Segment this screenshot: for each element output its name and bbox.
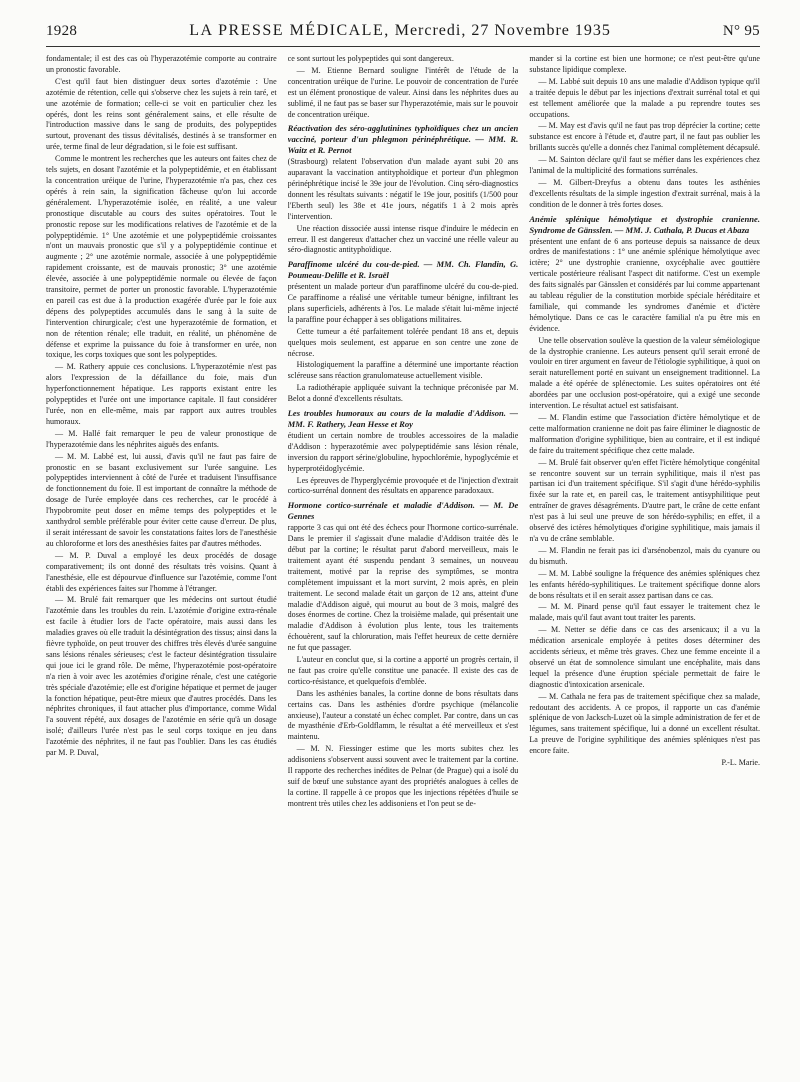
paragraph: — M. Netter se défie dans ce cas des arsenicaux; il a vu la médication arsenicale employée à petites doses déterminer des accidents sérieux, et même très graves. Chez une femme enceinte il a observé un état de somnolence simulant une encéphalite, mais dans lequel la présence d'une éruption spéciale permettait de faire le diagnostic d'intoxication arsenicale.: [529, 625, 760, 689]
author-signature: P.-L. Marie.: [721, 758, 760, 768]
paragraph: étudient un certain nombre de troubles accessoires de la maladie d'Addison : hyperazotémie avec polypeptidémie sans lésion rénale, inversion du rapport sérine/globuline, hypochlorémie, hypoglycémie et hyperprotéidoglycémie.: [287, 430, 519, 473]
paragraph: ce sont surtout les polypeptides qui sont dangereux.: [287, 54, 454, 63]
issue-number: N° 95: [722, 23, 760, 39]
paragraph: — M. Rathery appuie ces conclusions. L'hyperazotémie n'est pas alors l'expression de la défaillance du foie, mais d'un hyperfonctionnement hépatique. Les rapports existant entre les polypeptides et l'urée ont une importance capitale. Il faut considérer l'urée, non en elle-même, mais par rapport aux autres troubles humoraux.: [46, 362, 277, 426]
paragraph: — M. Etienne Bernard souligne l'intérêt de l'étude de la concentration uréique de l'urine. Le pouvoir de concentration de l'urée est un élément pronostique de valeur. Ainsi dans les néphrites dues au sublimé, il ne faut pas se baser sur l'hyperazotémie, mais sur le pouvoir de concentration uréique.: [287, 65, 519, 119]
paragraph: rapporte 3 cas qui ont été des échecs pour l'hormone cortico-surrénale. Dans le premier il s'agissait d'une maladie d'Addison traitée dès le début par la cortine; le résultat parut d'abord merveilleux, mais le traitement ayant été suspendu pendant 3 semaines, un nouveau traitement, motivé par la reprise des symptômes, se montra complètement impuissant et la mort survint, 2 mois après, en plein traitement. Le second malade était un garçon de 12 ans, atteint d'une maladie d'Addison aiguë, qui mourut au bout de 3 mois, malgré des doses énormes de cortine. Chez la troisième malade, qui présentait une maladie d'Addison à évolution plus lente, tous les traitements échouèrent, sauf la chloruration, mais l'effet heureux de cette dernière ne fut que passager.: [287, 523, 519, 653]
paragraph: mander si la cortine est bien une hormone; ce n'est peut-être qu'une substance lipidique complexe.: [529, 54, 760, 74]
paragraph: La radiothérapie appliquée suivant la technique préconisée par M. Belot a donné d'excellents résultats.: [287, 383, 519, 404]
paragraph: — M. Hallé fait remarquer le peu de valeur pronostique de l'hyperazotémie dans les néphrites aiguës des enfants.: [46, 428, 277, 449]
column-1: [46, 54, 277, 1064]
paragraph: Une telle observation soulève la question de la valeur séméiologique de la dystrophie cranienne. Les auteurs pensent qu'il serait erroné de vouloir en tirer argument en faveur de l'étiologie syphilitique, à quoi on serait naturellement porté en suivant un enseignement traditionnel. La malade a été opérée de splénectomie. Les suites opératoires ont été abordées par une occlusion post-opératoire, qui a exigé une seconde intervention. Le résultat actuel est satisfaisant.: [529, 335, 760, 411]
paragraph: Comme le montrent les recherches que les auteurs ont faites chez de tels sujets, en dosant l'azotémie et la polypeptidémie, et en établissant la concentration uréique de l'urine, l'hyperazotémie n'a pas, chez ces opérés à rein sain, la signification fâcheuse qu'on lui accorde généralement. L'hyperazotémie isolée, en réalité, a une valeur pronostique discutable au cours des suites opératoires. Tout le pronostic repose sur les modifications relatives de l'azotémie et de la polypeptidémie. 1° Une azotémie et une polypeptidémie croissantes n'ont un mauvais pronostic que s'il y a polypeptidémie continue et augmente ; 2° une azotémie normale, associée à une polypeptidémie rapidement croissante, est de mauvais pronostic; 3° une azotémie élevée, associée à une polypeptidémie normale ou élevée de façon transitoire, permet de porter un pronostic favorable. L'hyperazotémie en pareil cas est due à la production exagérée d'urée par le foie aux dépens des polypeptides accumulés dans le sang à la suite de l'intervention chirurgicale; c'est une hyperazotémie de formation, et non de rétention rénale; elle traduit, en réalité, un phénomène de défense et exprime la puissance du foie à transformer en urée, non toxique, les corps toxiques que sont les polypeptides.: [46, 154, 277, 360]
paragraph: présentent un malade porteur d'un paraffinome ulcéré du cou-de-pied. Ce paraffinome a réalisé une véritable tumeur bénigne, infiltrant les plans superficiels, adhérents à l'os. Le malade s'était lui-même injecté la paraffine pour échapper à ses obligations militaires.: [287, 282, 519, 324]
paragraph: — M. Labbé suit depuis 10 ans une maladie d'Addison typique qu'il a traitée depuis le début par les injections d'extrait surrénal total et qui est tellement améliorée que la malade a pu reprendre toutes ses occupations.: [529, 76, 760, 119]
paragraph: — M. May est d'avis qu'il ne faut pas trop déprécier la cortine; cette substance est encore à l'étude et, d'autre part, il ne faut pas oublier les brillants succès qu'elle a donnés chez l'animal complètement décapsulé.: [529, 121, 760, 153]
header-rule: [46, 46, 760, 47]
paragraph: — M. M. Labbé est, lui aussi, d'avis qu'il ne faut pas faire de pronostic en se basant exclusivement sur l'urée sanguine. Les polypeptides interviennent à côté de l'urée et traduisent l'insuffisance de fonctionnement du foie. Il est important de connaître la méthode de dosage de l'urée employée dans ces recherches, car le procédé à l'hypobromite peut doser en même temps des polypeptides et le xanthydrol semble préférable pour éviter cette cause d'erreur. De plus, il serait intéressant de savoir les constatations faites lors de l'anesthésie au chloroforme et lors des anesthésies faites par d'autres méthodes.: [46, 451, 277, 548]
article-columns: [46, 54, 760, 1064]
paragraph: — M. Gilbert-Dreyfus a obtenu dans toutes les asthénies d'excellents résultats de la simple ingestion d'extrait surrénal, mais à la condition de le donner à très fortes doses.: [529, 177, 760, 209]
paragraph: — M. M. Pinard pense qu'il faut essayer le traitement chez le malade, mais qu'il faut avant tout traiter les parents.: [529, 602, 760, 623]
column-3: [529, 54, 760, 1064]
paragraph: Cette tumeur a été parfaitement tolérée pendant 18 ans et, depuis quelques mois seulement, est apparue en son centre une zone de nécrose.: [287, 326, 519, 358]
paragraph: L'auteur en conclut que, si la cortine a apporté un progrès certain, il ne faut pas croire qu'elle constitue une panacée. Il existe des cas de cortico-résistance, et quelquefois d'emblée.: [287, 655, 519, 686]
paragraph: Les épreuves de l'hyperglycémie provoquée et de l'injection d'extrait cortico-surrénal donnent des résultats en apparence paradoxaux.: [287, 475, 519, 496]
paragraph: — M. N. Fiessinger estime que les morts subites chez les addisoniens s'observent aussi souvent avec le traitement par la cortine. Il rapporte des recherches inédites de Pelnar (de Prague) qui a isolé du suif de bœuf une substance ayant des propriétés analogues à celles de la cortine. Il rappelle à ce propos que les injections répétées d'huile se montrent très utiles chez les addisoniens et l'on peut se de-: [287, 744, 519, 808]
journal-title-line: [189, 22, 611, 40]
paragraph: — M. Flandin ne ferait pas ici d'arsénobenzol, mais du cyanure ou du bismuth.: [529, 545, 760, 566]
paragraph: — M. Brulé fait remarquer que les médecins ont surtout étudié l'azotémie dans les troubles du rein. L'azotémie d'origine extra-rénale est facile à étudier lors de l'acte opératoire, mais aussi dans les maladies graves où elle traduit la désintégration des tissus; ainsi dans la fièvre typhoïde, on peut trouver des chiffres très élevés d'urée sanguine sans lésions rénales sérieuses; c'est le facteur désintégration tissulaire qui joue ici le grand rôle. De même, l'hyperazotémie post-opératoire n'a rien à voir avec les azotémies d'origine rénale, c'est une catégorie très spéciale d'azotémie; elle est d'origine hépatique et permet de jauger la fonction hépatique, peut-être mieux que d'autres procédés. Dans les néphrites chroniques, il faut attacher plus d'importance, comme Widal l'a souvent répété, aux dosages de l'azotémie en série qu'à un dosage isolé; d'ailleurs l'urée n'est pas le seul corps toxique en jeu dans l'azotémie des néphrites, il ne faut pas l'oublier. Dans les cas étudiés par M. P. Duval,: [46, 595, 277, 758]
paragraph: — M. P. Duval a employé les deux procédés de dosage comparativement; ils ont donné des résultats très voisins. Quant à l'anesthésie, elle est dépourvue d'influence sur l'azotémie, comme l'ont établi des expériences faites sur l'homme à l'étranger.: [46, 550, 277, 593]
page-header: [46, 22, 760, 44]
section-heading: Paraffinome ulcéré du cou-de-pied. — MM. Ch. Flandin, G. Poumeau-Delille et R. Israël: [287, 259, 519, 281]
section-heading: Réactivation des séro-agglutinines typhoïdiques chez un ancien vacciné, porteur d'un phlegmon périnéphrétique. — MM. R. Waitz et R. Pernot: [287, 123, 519, 156]
paragraph: — M. M. Labbé souligne la fréquence des anémies spléniques chez les enfants hérédo-syphilitiques. Le traitement spécifique donne alors de bons résultats et il en serait assez partisan dans ce cas.: [529, 568, 760, 600]
section-heading: Anémie splénique hémolytique et dystrophie cranienne. Syndrome de Gänsslen. — MM. J. Cathala, P. Ducas et Abaza: [529, 213, 760, 235]
page-year: 1928: [46, 23, 78, 39]
section-heading: Hormone cortico-surrénale et maladie d'Addison. — M. De Gennes: [287, 500, 519, 522]
paragraph: — M. Flandin estime que l'association d'ictère hémolytique et de cette malformation cranienne ne doit pas faire éliminer le diagnostic de malformation d'origine syphilitique, bien au contraire, et il est indiqué de faire du traitement spécifique chez cette malade.: [529, 413, 760, 455]
paragraph: — M. Brulé fait observer qu'en effet l'ictère hémolytique congénital se rencontre souvent sur un terrain syphilitique, mais il n'est pas partisan ici d'un traitement spécifique. S'il s'agit d'une hérédo-syphilis fixée sur la rate et, en pareil cas, le traitement antisyphilitique peut entraîner de graves désagréments. D'autre part, le crâne de cette enfant n'est pas à lui seul une preuve de son hérédo-syphilis; en effet, il a observé des ictères hémolytiques d'origine syphilitique, mais jamais il n'a vu de crâne semblable.: [529, 457, 760, 543]
issue-date: Mercredi, 27 Novembre 1935: [394, 22, 611, 39]
column-2: [288, 54, 519, 1064]
paragraph: — M. Cathala ne fera pas de traitement spécifique chez sa malade, redoutant des accidents. A ce propos, il rapporte un cas d'anémie splénique de von Jacksch-Luzet où la simple administration de fer et de légumes, sans traitement spécifique, lui a donné un excellent résultat. La preuve de l'origine syphilitique des anémies spléniques n'est pas encore faite.: [529, 691, 760, 756]
paragraph: — M. Sainton déclare qu'il faut se méfier dans les expériences chez l'animal de la multiplicité des formations surrénales.: [529, 155, 760, 176]
paragraph: Une réaction dissociée aussi intense risque d'induire le médecin en erreur. Il est dangereux d'attacher chez un vacciné une réelle valeur au séro-diagnostic antityphoïdique.: [287, 223, 519, 255]
paragraph: présentent une enfant de 6 ans porteuse depuis sa naissance de deux ordres de manifestations : 1° une anémie splénique hémolytique avec ictère; 2° une dystrophie cranienne, oxycéphalie avec gouttière verticale postérieure réalisant l'aspect dit natiforme. C'est un exemple des faits signalés par Gänsslen et considérés par lui comme appartenant au tableau régulier de la constitution morbide spéciale héréditaire et familiale, qui commande les syndromes d'anémie et d'ictère hémolytique. Dans ce cas le caractère familial n'a pu être mis en évidence.: [529, 236, 760, 333]
paragraph: Histologiquement la paraffine a déterminé une importante réaction scléreuse sans réaction granulomateuse actuellement visible.: [287, 360, 519, 381]
paragraph: Dans les asthénies banales, la cortine donne de bons résultats dans certains cas. Dans les asthénies d'ordre psychique (mélancolie anxieuse), l'auteur a constaté un échec complet. Par contre, dans un cas de myasthénie d'Erb-Goldflamm, le résultat a été merveilleux et s'est maintenu.: [287, 688, 519, 742]
paragraph: fondamentale; il est des cas où l'hyperazotémie comporte au contraire un pronostic favorable.: [46, 54, 277, 74]
paragraph: (Strasbourg) relatent l'observation d'un malade ayant subi 20 ans auparavant la vaccination antityphoïdique et porteur d'un phlegmon périnéphrétique incisé le 39e jour de l'évolution. Cinq séro-diagnostics donnent les résultats suivants : négatif le 19e jour, positifs (1/500 pour l'Eberth seul) les 38e et 41e jours, négatifs 1 à 2 mois après l'intervention.: [287, 157, 519, 221]
section-heading: Les troubles humoraux au cours de la maladie d'Addison. — MM. F. Rathery, Jean Hesse et Roy: [287, 408, 519, 429]
paragraph: C'est qu'il faut bien distinguer deux sortes d'azotémie : Une azotémie de rétention, celle qui s'observe chez les sujets à rein taré, et une azotémie de formation; celle-ci se voit en particulier chez les opérés, dont les reins sont généralement sains, et elle résulte de l'introduction massive dans le sang de produits, des polypeptides surtout, provenant des tissus dévitalisés, destinés à se transformer en urée, terme final de leur dégradation, si le foie est suffisant.: [46, 76, 277, 152]
journal-name: LA PRESSE MÉDICALE,: [189, 22, 390, 39]
